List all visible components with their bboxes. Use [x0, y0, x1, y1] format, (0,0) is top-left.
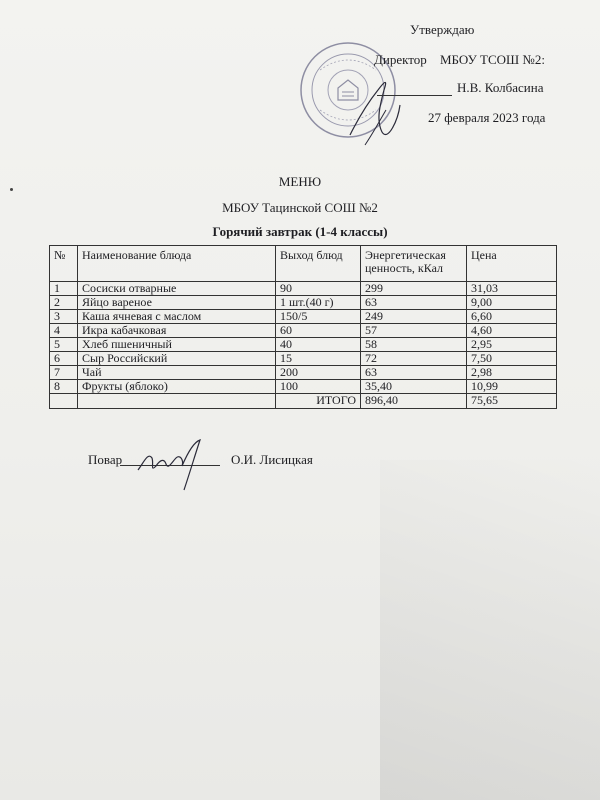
dish-name: Сосиски отварные [78, 282, 276, 296]
dish-price: 31,03 [467, 282, 557, 296]
dish-name: Сыр Российский [78, 352, 276, 366]
dish-price: 2,95 [467, 338, 557, 352]
director-signature [340, 60, 410, 150]
meal-title: Горячий завтрак (1-4 классы) [212, 224, 388, 239]
dish-name: Каша ячневая с маслом [78, 310, 276, 324]
dish-price: 9,00 [467, 296, 557, 310]
table-row [50, 338, 557, 352]
total-price: 75,65 [467, 394, 557, 409]
menu-title: МЕНЮ [278, 174, 322, 189]
menu-table [49, 245, 557, 409]
dish-price: 10,99 [467, 380, 557, 394]
school-name: МБОУ Тацинской СОШ №2 [222, 200, 378, 215]
dish-yield: 100 [276, 380, 361, 394]
approval-date: 27 февраля 2023 года [428, 110, 546, 125]
dish-energy: 57 [361, 324, 467, 338]
total-energy: 896,40 [361, 394, 467, 409]
dish-yield: 90 [276, 282, 361, 296]
table-row [50, 310, 557, 324]
col-energy-header: Энергетическая ценность, кКал [361, 246, 467, 282]
paper-shadow [380, 460, 600, 800]
row-number: 1 [50, 282, 78, 296]
total-empty-cell [78, 394, 276, 409]
row-number: 5 [50, 338, 78, 352]
row-number: 6 [50, 352, 78, 366]
cook-name: О.И. Лисицкая [231, 452, 313, 467]
dish-price: 4,60 [467, 324, 557, 338]
dish-yield: 60 [276, 324, 361, 338]
school-short-name: МБОУ ТСОШ №2: [440, 52, 545, 67]
dish-yield: 40 [276, 338, 361, 352]
table-row [50, 324, 557, 338]
dish-name: Яйцо вареное [78, 296, 276, 310]
table-row [50, 296, 557, 310]
dish-name: Фрукты (яблоко) [78, 380, 276, 394]
dish-price: 2,98 [467, 366, 557, 380]
approved-label: Утверждаю [410, 22, 475, 37]
total-row [50, 394, 557, 409]
dish-name: Икра кабачковая [78, 324, 276, 338]
dish-yield: 1 шт.(40 г) [276, 296, 361, 310]
dish-price: 6,60 [467, 310, 557, 324]
signature-line [377, 95, 452, 96]
dish-energy: 299 [361, 282, 467, 296]
row-number: 3 [50, 310, 78, 324]
dish-energy: 63 [361, 366, 467, 380]
director-name: Н.В. Колбасина [457, 80, 544, 95]
dish-yield: 150/5 [276, 310, 361, 324]
table-row [50, 366, 557, 380]
dish-energy: 63 [361, 296, 467, 310]
cook-signature [130, 432, 210, 492]
dish-price: 7,50 [467, 352, 557, 366]
dish-energy: 249 [361, 310, 467, 324]
total-empty-cell [50, 394, 78, 409]
table-row [50, 380, 557, 394]
row-number: 4 [50, 324, 78, 338]
dish-energy: 58 [361, 338, 467, 352]
total-label: ИТОГО [276, 394, 361, 409]
col-number-header: № [50, 246, 78, 282]
dish-energy: 35,40 [361, 380, 467, 394]
dish-name: Чай [78, 366, 276, 380]
row-number: 2 [50, 296, 78, 310]
col-dish-header: Наименование блюда [78, 246, 276, 282]
dish-energy: 72 [361, 352, 467, 366]
col-yield-header: Выход блюд [276, 246, 361, 282]
cook-label: Повар [88, 452, 123, 467]
table-header-row [50, 246, 557, 282]
row-number: 7 [50, 366, 78, 380]
row-number: 8 [50, 380, 78, 394]
col-price-header: Цена [467, 246, 557, 282]
position-label: Директор [374, 52, 427, 67]
dish-yield: 200 [276, 366, 361, 380]
table-row [50, 282, 557, 296]
dish-name: Хлеб пшеничный [78, 338, 276, 352]
table-row [50, 352, 557, 366]
dish-yield: 15 [276, 352, 361, 366]
